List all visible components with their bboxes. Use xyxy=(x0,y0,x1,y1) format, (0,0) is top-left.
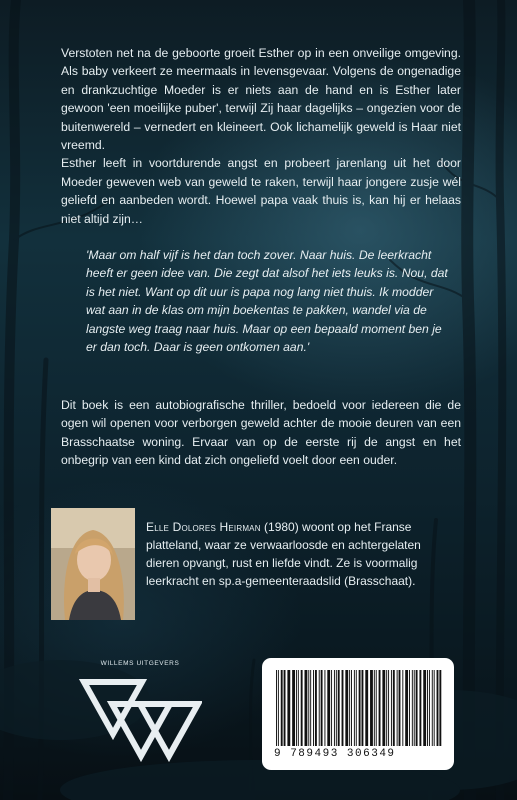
excerpt-quote: 'Maar om half vijf is het dan toch zover. Naar huis. De leerkracht heeft er geen idee van. Die zegt dat alsof het iets leuks is. Nou, dat is het niet. Want op dit uur is papa nog lang niet thuis. Ik modder wat aan in de klas om mijn boekentas te pakken, wandel via de langste weg traag naar huis. Maar op een bepaald moment ben je er dan toch. Daar is geen ontkomen aan.' xyxy=(86,248,448,355)
barcode-bar xyxy=(402,670,403,746)
barcode-bar xyxy=(301,670,303,746)
blurb-top xyxy=(61,44,461,228)
barcode-bar xyxy=(276,670,277,746)
barcode-bar xyxy=(412,670,413,746)
barcode-bar xyxy=(313,670,314,746)
barcode-bar xyxy=(315,670,317,746)
barcode-bar xyxy=(423,670,426,746)
barcode-bar xyxy=(416,670,418,746)
barcode-bar xyxy=(439,670,441,746)
barcode-bar xyxy=(356,670,357,746)
barcode-bar xyxy=(351,670,352,746)
barcode-bar xyxy=(308,670,309,746)
barcode-bar xyxy=(349,670,350,746)
publisher-triangles-icon xyxy=(78,674,202,768)
blurb-paragraph-2: Esther leeft in voortdurende angst en probeert jarenlang uit het door Moeder geweven web van geweld te raken, terwijl haar jongere zusje wél geliefd en aanbeden wordt. Hoewel papa vaak thuis is, kan hij er helaas niet altijd zijn… xyxy=(61,156,461,226)
barcode-bar xyxy=(310,670,311,746)
barcode xyxy=(262,658,454,770)
barcode-bar xyxy=(429,670,430,746)
barcode-bar xyxy=(298,670,299,746)
barcode-bar xyxy=(359,670,361,746)
barcode-bar xyxy=(354,670,355,746)
author-bio xyxy=(146,518,456,590)
blurb-paragraph-3: Dit boek is een autobiografische thriller, bedoeld voor iedereen die de ogen wil openen voor verborgen geweld achter de mooie deuren van een Brasschaatse woning. Ervaar van op de eerste rij de angst en het onbegrip van een kind dat zich ongeliefd voelt door een ouder. xyxy=(61,398,461,468)
barcode-bar xyxy=(292,670,295,746)
barcode-bar xyxy=(319,670,320,746)
barcode-bar xyxy=(386,670,387,746)
barcode-bar xyxy=(376,670,377,746)
barcode-bar xyxy=(338,670,340,746)
barcode-bar xyxy=(379,670,381,746)
barcode-bars xyxy=(274,670,444,746)
barcode-bar xyxy=(370,670,373,746)
barcode-bar xyxy=(432,670,433,746)
barcode-bar xyxy=(321,670,323,746)
barcode-bar xyxy=(334,670,335,746)
blurb-paragraph-1: Verstoten net na de geboorte groeit Esther op in een onveilige omgeving. Als baby verkeert ze meermaals in levensgevaar. Volgens de ongenadige en drankzuchtige Moeder is er niets aan de hand en is Esther later gewoon 'een moeilijke puber', terwijl Zij haar dagelijks – ongezien voor de buitenwereld – vernedert en kleineert. Ook lichamelijk geweld is Haar niet vreemd. xyxy=(61,46,461,153)
barcode-bar xyxy=(336,670,337,746)
barcode-bar xyxy=(409,670,410,746)
barcode-bar xyxy=(342,670,344,746)
barcode-bar xyxy=(393,670,395,746)
publisher-logo xyxy=(78,660,202,768)
publisher-name: WILLEMS UITGEVERS xyxy=(100,660,180,667)
barcode-bar xyxy=(382,670,385,746)
barcode-bar xyxy=(419,670,421,746)
barcode-bar xyxy=(405,670,408,746)
barcode-bar xyxy=(284,670,286,746)
barcode-bar xyxy=(365,670,368,746)
barcode-bar xyxy=(388,670,389,746)
barcode-bar xyxy=(278,670,279,746)
barcode-bar xyxy=(391,670,392,746)
barcode-bar xyxy=(427,670,428,746)
barcode-bar xyxy=(331,670,332,746)
barcode-bar xyxy=(437,670,439,746)
barcode-bar xyxy=(287,670,290,746)
barcode-bar xyxy=(324,670,325,746)
barcode-bar xyxy=(397,670,398,746)
author-bio-text: (1980) woont op het Franse platteland, waar ze verwaarloosde en achtergelaten dieren opvangt, rust en liefde vindt. Ze is voormalig leerkracht en sp.a-gemeenteraadslid (Brasschaat). xyxy=(146,520,421,588)
barcode-bar xyxy=(399,670,401,746)
barcode-bar xyxy=(414,670,415,746)
barcode-bar xyxy=(281,670,283,746)
isbn-number: 9 789493 306349 xyxy=(274,748,396,760)
author-name: Elle Dolores Heirman xyxy=(146,520,261,534)
barcode-bar xyxy=(374,670,375,746)
author-photo xyxy=(51,508,135,620)
barcode-bar xyxy=(434,670,435,746)
barcode-bar xyxy=(296,670,297,746)
barcode-bar xyxy=(305,670,308,746)
barcode-bar xyxy=(362,670,364,746)
barcode-bar xyxy=(327,670,330,746)
barcode-bar xyxy=(345,670,348,746)
